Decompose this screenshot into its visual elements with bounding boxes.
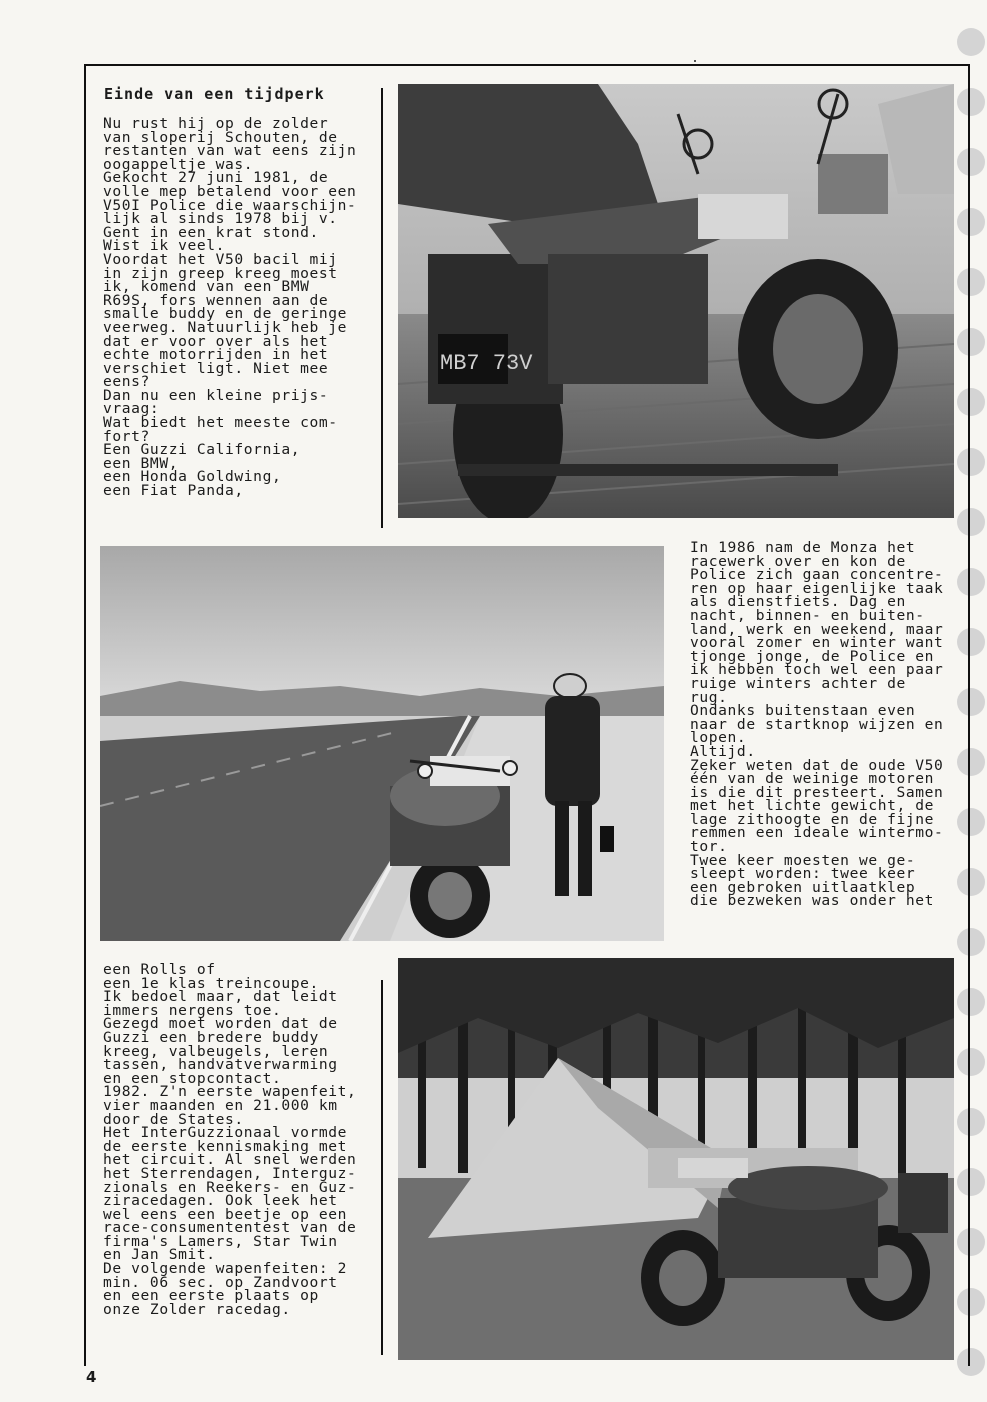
text-line: van sloperij Schouten, de [103, 128, 338, 146]
text-line: Guzzi een bredere buddy [103, 1028, 319, 1046]
text-line: In 1986 nam de Monza het [690, 539, 916, 556]
text-line: remmen een ideale wintermo- [690, 824, 944, 842]
binder-hole [957, 928, 985, 956]
text-line: racewerk over en kon de [690, 552, 906, 570]
text-line: ruige winters achter de [690, 674, 906, 692]
text-line: sleept worden: twee keer [690, 865, 916, 883]
text-column-right-middle [690, 541, 943, 908]
speck [694, 60, 696, 62]
binder-hole [957, 328, 985, 356]
text-line: land, werk en weekend, maar [690, 620, 944, 638]
photo-motorcycle-street [398, 84, 954, 518]
photo-tent-camp-image [398, 958, 954, 1360]
text-column-left-top [103, 117, 356, 498]
text-line: ik, komend van een BMW [103, 278, 310, 296]
text-line: die bezweken was onder het [690, 892, 935, 910]
text-line: V50I Police die waarschijn- [103, 196, 357, 214]
text-line: wel eens een beetje op een [103, 1205, 348, 1223]
text-line: lijk al sinds 1978 bij v. [103, 210, 338, 228]
text-line: in zijn greep kreeg moest [103, 264, 338, 282]
text-line: kreeg, valbeugels, leren [103, 1042, 329, 1060]
text-line: restanten van wat eens zijn [103, 142, 357, 160]
text-line: het circuit. Al snel werden [103, 1151, 357, 1169]
page-number: 4 [86, 1368, 97, 1386]
text-line: Police zich gaan concentre- [690, 566, 944, 584]
article-heading: Einde van een tijdperk [104, 85, 325, 103]
text-line: en een stopcontact. [103, 1069, 282, 1087]
text-line: Zeker weten dat de oude V50 [690, 756, 944, 774]
text-line: rug. [690, 688, 728, 706]
column-divider-bottom [381, 980, 383, 1355]
text-line: door de States. [103, 1110, 244, 1128]
text-line: is die dit presteert. Samen [690, 783, 944, 801]
text-line: met het lichte gewicht, de [690, 797, 935, 815]
text-line: het Sterrendagen, Interguz- [103, 1164, 357, 1182]
text-line: nacht, binnen- en buiten- [690, 606, 925, 624]
text-line: 1982. Z'n eerste wapenfeit, [103, 1083, 357, 1101]
text-line: veerweg. Natuurlijk heb je [103, 318, 348, 336]
binder-hole [957, 448, 985, 476]
column-divider-top [381, 88, 383, 528]
text-line: Gekocht 27 juni 1981, de [103, 169, 329, 187]
text-line: Wist ik veel. [103, 237, 226, 255]
binder-hole [957, 148, 985, 176]
text-line: volle mep betalend voor een [103, 182, 357, 200]
text-line: tor. [690, 838, 728, 856]
binder-hole [957, 568, 985, 596]
photo-tent-camp [398, 958, 954, 1360]
text-line: een Rolls of [103, 961, 216, 978]
text-line: tassen, handvatverwarming [103, 1056, 338, 1074]
text-line: ik hebben toch wel een paar [690, 661, 944, 679]
text-line: een 1e klas treincoupe. [103, 974, 319, 992]
text-line: eens? [103, 373, 150, 391]
text-line: en een eerste plaats op [103, 1287, 319, 1305]
text-line: een Honda Goldwing, [103, 468, 282, 486]
text-line: en Jan Smit. [103, 1246, 216, 1264]
text-line: oogappeltje was. [103, 155, 254, 173]
binder-hole [957, 208, 985, 236]
text-line: één van de weinige motoren [690, 770, 935, 788]
frame-top-rule [84, 64, 970, 66]
text-line: Gent in een krat stond. [103, 223, 319, 241]
binder-hole [957, 1108, 985, 1136]
text-line: Ik bedoel maar, dat leidt [103, 988, 338, 1006]
text-column-left-bottom [103, 963, 356, 1316]
photo-motorcycle-street-image [398, 84, 954, 518]
binder-hole [957, 508, 985, 536]
text-line: immers nergens toe. [103, 1001, 282, 1019]
text-line: R69S, fors wennen aan de [103, 291, 329, 309]
binder-hole [957, 868, 985, 896]
text-line: ziracedagen. Ook leek het [103, 1192, 338, 1210]
text-line: ren op haar eigenlijke taak [690, 579, 944, 597]
frame-right-rule [968, 64, 970, 1366]
text-line: Nu rust hij op de zolder [103, 115, 329, 132]
text-line: lopen. [690, 729, 747, 747]
text-line: race-consumententest van de [103, 1219, 357, 1237]
text-line: naar de startknop wijzen en [690, 715, 944, 733]
text-line: Gezegd moet worden dat de [103, 1015, 338, 1033]
binder-hole [957, 988, 985, 1016]
text-line: als dienstfiets. Dag en [690, 593, 906, 611]
text-line: Altijd. [690, 742, 756, 760]
text-line: Het InterGuzzionaal vormde [103, 1124, 348, 1142]
binder-hole [957, 1048, 985, 1076]
text-line: fort? [103, 427, 150, 445]
text-line: vooral zomer en winter want [690, 634, 944, 652]
binder-hole [957, 388, 985, 416]
text-line: De volgende wapenfeiten: 2 [103, 1260, 348, 1278]
text-line: een gebroken uitlaatklep [690, 878, 916, 896]
binder-hole [957, 1348, 985, 1376]
text-line: zionals en Reekers- en Guz- [103, 1178, 357, 1196]
binder-hole [957, 808, 985, 836]
text-line: onze Zolder racedag. [103, 1300, 291, 1318]
text-line: min. 06 sec. op Zandvoort [103, 1273, 338, 1291]
text-line: Wat biedt het meeste com- [103, 414, 338, 432]
text-line: de eerste kennismaking met [103, 1137, 348, 1155]
text-line: vier maanden en 21.000 km [103, 1096, 338, 1114]
binder-hole [957, 1168, 985, 1196]
binder-hole [957, 628, 985, 656]
binder-hole [957, 688, 985, 716]
text-line: dat er voor over als het [103, 332, 329, 350]
photo-rider-highway-image [100, 546, 664, 941]
text-line: Ondanks buitenstaan even [690, 702, 916, 720]
text-line: firma's Lamers, Star Twin [103, 1232, 338, 1250]
frame-left-rule [84, 64, 86, 1366]
text-line: Twee keer moesten we ge- [690, 851, 916, 869]
text-line: vraag: [103, 400, 160, 418]
binder-hole [957, 748, 985, 776]
text-line: een BMW, [103, 454, 179, 472]
text-line: lage zithoogte en de fijne [690, 810, 935, 828]
text-line: Voordat het V50 bacil mij [103, 250, 338, 268]
text-line: tjonge jonge, de Police en [690, 647, 935, 665]
text-line: een Fiat Panda, [103, 482, 244, 500]
text-line: Dan nu een kleine prijs- [103, 386, 329, 404]
binder-hole [957, 28, 985, 56]
text-line: smalle buddy en de geringe [103, 305, 348, 323]
text-line: Een Guzzi California, [103, 441, 301, 459]
license-plate-text: MB7 73V [440, 351, 533, 376]
photo-rider-highway [100, 546, 664, 941]
binder-hole [957, 268, 985, 296]
text-line: verschiet ligt. Niet mee [103, 359, 329, 377]
binder-hole [957, 1228, 985, 1256]
binder-hole [957, 1288, 985, 1316]
text-line: echte motorrijden in het [103, 346, 329, 364]
binder-hole [957, 88, 985, 116]
